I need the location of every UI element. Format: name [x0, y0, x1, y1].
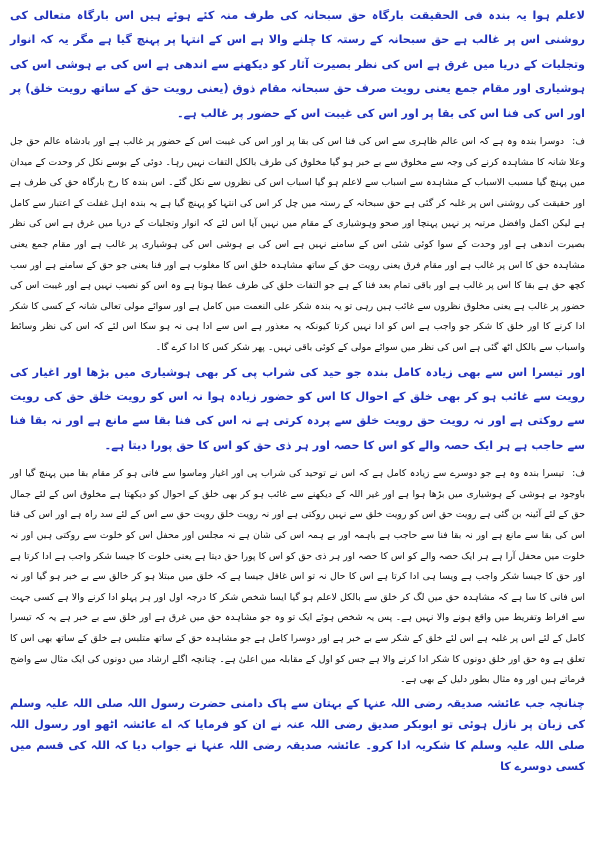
paragraph-3: [10, 361, 585, 459]
paragraph-2: [10, 132, 585, 359]
paragraph-4-label: ف:: [572, 468, 585, 480]
paragraph-2-label: ف:: [572, 136, 585, 148]
paragraph-1-text: لاعلم ہوا یہ بندہ فی الحقیقت بارگاہ حق سبحانہ کی طرف منہ کئے ہوئے ہیں اس بارگاہ متعالی کی روشنی اس پر غالب ہے حق سبحانہ کے رستہ کا چلنے والا ہے اس کے انتہا پر پہنچ گیا ہے مگر یہ کہ انوار وتجلیات کے دریا میں غرق ہے اس کی نظر بصیرت آثار کو دیکھنے سے اندھی ہے اس کی بے ہوشی اس کی ہوشیاری اور مقام جمع یعنی رویت صرف حق سبحانہ مقام ذوق (یعنی رویت حق کے ساتھ رویت خلق) پر اور اس کی فنا اس کی بقا پر اور اس کی غیبت اس کے حضور پر غالب ہے۔: [10, 9, 585, 120]
paragraph-5-text: چنانچہ جب عائشہ صدیقہ رضی اللہ عنہا کے بہتان سے پاک دامنی حضرت رسول اللہ صلی اللہ علیہ وسلم کی زبان پر نازل ہوئی تو ابوبکر صدیق رضی اللہ عنہ نے ان کو فرمایا کہ اے عائشہ اٹھو اور رسول اللہ صلی اللہ علیہ وسلم کا شکریہ ادا کرو۔ عائشہ صدیقہ رضی اللہ عنہا نے جواب دیا کہ اللہ کی قسم میں کسی دوسرے کا: [10, 696, 585, 773]
paragraph-2-text: دوسرا بندہ وہ ہے کہ اس عالم ظاہری سے اس کی فنا اس کی بقا پر اور اس کی غیبت اس کے حضور پر غالب ہے اور بادشاہ عالم حق جل وعلا شانہ کا مشاہدہ کرنے کی وجہ سے مخلوق سے بے خبر ہو گیا مخلوق کی طرف بالکل التفات نہیں رہا۔ دوئی کے بوسے نکل کر وحدت کے میدان میں پہنچ گیا مسبب الاسباب کے مشاہدہ سے اسباب سے لاعلم ہو گیا اسباب اس کی نظروں سے نکل گئے۔ اس بندہ کا رخ بارگاہ حق کی طرف ہے اور حقیقت کی روشنی اس پر غلبہ کر گئی ہے حق سبحانہ کے رستہ میں چل کر اس کی انتہا کو پہنچ گیا ہے یہ بندہ اہل غفلت کے اعتبار سے کامل ہے لیکن اکمل وافضل مرتبہ پر نہیں پہنچا اور صحو وہوشیاری کے مقام میں نہیں آیا اس لئے کہ انوار وتجلیات کے دریا میں غرق ہے اس کی نظر بصیرت اندھی ہے اور وحدت کے سوا کوئی شئی اس کے سامنے نہیں ہے اس کی بے ہوشی اس کی ہوشیاری پر غالب ہے اور مقام جمع یعنی مشاہدہ حق کا اس پر غالب ہے اور مقام فرق یعنی رویت حق کے ساتھ مشاہدہ خلق اس کا مغلوب ہے اور فنا یعنی جو حق کے سامنے ہے اور سب کچھ حق ہے بقا کا اس پر غالب ہے اور باقی تمام بعد فنا کے ہے جو التفات خلق کی طرف عطا ہوتا ہے وہ اس کو نصیب نہیں ہے اور غیبت اس کی حضور پر غالب ہے یعنی مخلوق نظروں سے غائب ہیں رہی تو یہ بندہ شکر علی النعمت میں کامل ہے اور سوائے مولی تعالی شانہ کے کسی کا شکر ادا کرنے کا اور خلق کا شکر جو واجب ہے اس کو ادا نہیں کرتا کیونکہ یہ معذور ہے اس سے ادا ہی نہ ہو سکا اس لئے کہ اس کی نظر وسائط واسباب سے بالکل اٹھ گئی ہے اس کی نظر میں سوائے مولی کے کوئی باقی نہیں۔ پھر شکر کس کا ادا کرے گا۔: [10, 136, 585, 353]
paragraph-1: [10, 4, 585, 126]
paragraph-4: [10, 464, 585, 691]
paragraph-5: [10, 693, 585, 777]
paragraph-4-text: تیسرا بندہ وہ ہے جو دوسرے سے زیادہ کامل ہے کہ اس نے توحید کی شراب پی اور اغیار وماسوا سے فانی ہو کر مقام بقا میں پہنچ گیا اور باوجود بے ہوشی کے ہوشیاری میں بڑھا ہوا ہے اور غیر اللہ کے دیکھنے سے غائب ہو کر بھی خلق کے احوال کو دیکھتا ہے مخلوق اس کے لئے جمال حق کے لئے آئینہ بن گئی ہے رویت حق اس کو رویت خلق سے نہیں روکتی ہے اور نہ رویت خلق رویت حق سے اس کے لئے سد راہ ہے اور اس کی فنا اس کی بقا سے مانع ہے اور نہ بقا فنا سے حاجب ہے باہمہ اور بے ہمہ اس کی شان ہے نہ مجلس اور محفل اس کو خلوت سے روکتی ہیں اور نہ خلوت میں محفل آرا ہے ہر ایک حصہ والے کو اس کا حصہ اور ہر ذی حق کو اس کا پورا حق دیتا ہے یعنی خلوت کا جیسا شکر واجب ہے ادا کرتا ہے اور حق کا جیسا شکر واجب ہے ویسا ہی ادا کرتا ہے اس کا حال نہ تو اس غافل جیسا ہے کہ خلق میں مبتلا ہو کر خالق سے بے خبر ہو گیا اور نہ اس فانی کا سا ہے کہ مشاہدہ حق میں لگ کر خلق سے بالکل لاعلم ہو گیا ایسا شخص شکر کا درجہ اول اور ہر پہلو ادا کرنے والا ہے کسی جہت سے افراط وتفریط میں واقع ہونے والا نہیں ہے۔ پس یہ شخص ہوئے ایک تو وہ جو مشاہدہ حق میں غرق ہے اور خلق سے بے خبر ہے یہ کہ تیسرا کامل کے لئے اس پر غلبہ ہے اس لئے خلق کے شکر سے بے خبر ہے اور دوسرا کامل ہے جو مشاہدہ حق کے ساتھ متلبس ہے خلق کے ساتھ بھی اس کا تعلق ہے وہ حق اور خلق دونوں کا شکر ادا کرنے والا ہے جس کو اول کے مقابلہ میں اعلیٰ ہے۔ چنانچہ اگلے ارشاد میں دونوں کی ایک مثال سے واضح فرماتے ہیں اور وہ مثال بطور دلیل کے بھی ہے۔: [10, 468, 585, 686]
paragraph-3-text: اور تیسرا اس سے بھی زیادہ کامل بندہ جو حید کی شراب پی کر بھی ہوشیاری میں بڑھا اور اغیار کی رویت سے غائب ہو کر بھی خلق کے احوال کا اس کو حضور زیادہ ہوا نہ اس کو رویت خلق حق کی رویت سے روکتی ہے اور نہ رویت حق رویت خلق سے پردہ کرتی ہے نہ اس کی فنا بقا سے مانع ہے اور نہ بقا فنا سے حاجب ہے ہر ایک حصہ والے کو اس کا حصہ اور ہر ذی حق کو اس کا حق پورا دیتا ہے۔: [10, 365, 585, 452]
